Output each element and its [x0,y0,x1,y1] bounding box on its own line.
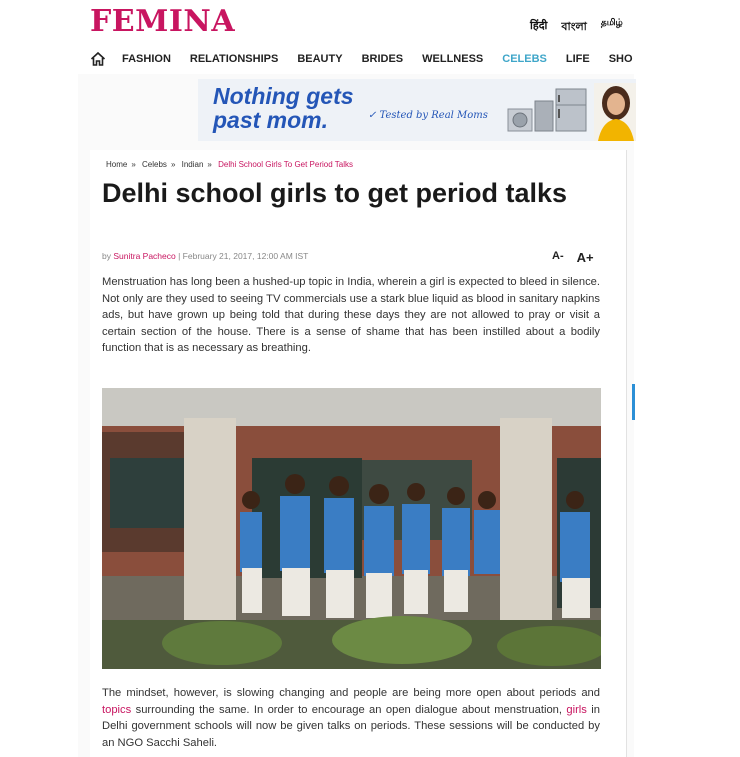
girls-link[interactable]: girls [566,703,587,716]
ad-headline-line1: Nothing gets [213,83,354,109]
byline-prefix: by [102,251,111,261]
font-increase-button[interactable]: A+ [576,250,594,265]
font-decrease-button[interactable]: A- [552,250,564,262]
nav-item-brides[interactable]: BRIDES [361,53,404,65]
p2-text-b: surrounding the same. In order to encourage an open dialogue about menstruation, [131,703,567,716]
breadcrumb-indian[interactable]: Indian [181,160,204,169]
appliances-illustration [506,87,590,137]
p2-text-a: The mindset, however, is slowing changing and people are being more open about periods and [102,687,600,699]
article-paragraph-2 [102,685,600,751]
ad-model-photo [594,83,636,141]
nav-item-wellness[interactable]: WELLNESS [422,53,484,65]
article-title: Delhi school girls to get period talks [102,178,568,208]
nav-item-life[interactable]: LIFE [565,53,590,65]
main-nav [90,48,636,70]
lang-bangla-link[interactable]: বাংলা [561,20,587,33]
article-container [90,150,626,757]
nav-item-relationships[interactable]: RELATIONSHIPS [189,53,279,65]
breadcrumb: Home » Celebs » Indian » Delhi School Girls To Get Period Talks [106,160,353,169]
topics-link[interactable]: topics [102,703,132,716]
publish-date: | February 21, 2017, 12:00 AM IST [178,251,309,261]
breadcrumb-current: Delhi School Girls To Get Period Talks [218,160,353,169]
p2-text-c: in Delhi government schools will now be given talks on periods. These sessions will be conducted by an NGO Sacchi Saheli. [102,703,600,749]
nav-item-beauty[interactable]: BEAUTY [297,53,343,65]
advertisement-banner[interactable] [198,79,636,141]
article-paragraph: Menstruation has long been a hushed-up topic in India, wherein a girl is expected to bleed in silence. Not only are they used to seeing TV commercials use a stark blue liquid as blood in sanitary napkins ads, but have grown up being told that during these days they are not allowed to pray or visit a certain section of the house. There is a sense of shame that has been instilled about a bodily function that is as necessary as breathing. [102,276,600,355]
nav-item-shop[interactable]: SHO [608,53,633,65]
breadcrumb-home[interactable]: Home [106,160,128,169]
sidebar-accent-bar [632,384,635,420]
article-byline [102,251,308,261]
lang-hindi-link[interactable]: हिंदी [530,19,548,32]
ad-headline-line2: past mom. [213,107,329,133]
nav-item-fashion[interactable]: FASHION [122,53,171,65]
sidebar-divider [626,150,627,757]
home-icon[interactable] [90,51,106,67]
breadcrumb-celebs[interactable]: Celebs [142,160,167,169]
font-size-controls [552,250,594,265]
ad-tagline: ✓ Tested by Real Moms [368,110,488,121]
nav-item-celebs[interactable]: CELEBS [502,53,547,65]
lang-tamil-link[interactable]: தமிழ் [600,18,623,28]
article-photo [102,388,601,669]
language-switcher [530,18,623,37]
femina-logo[interactable]: FEMINA [90,4,236,39]
author-link[interactable]: Sunitra Pacheco [113,251,176,261]
